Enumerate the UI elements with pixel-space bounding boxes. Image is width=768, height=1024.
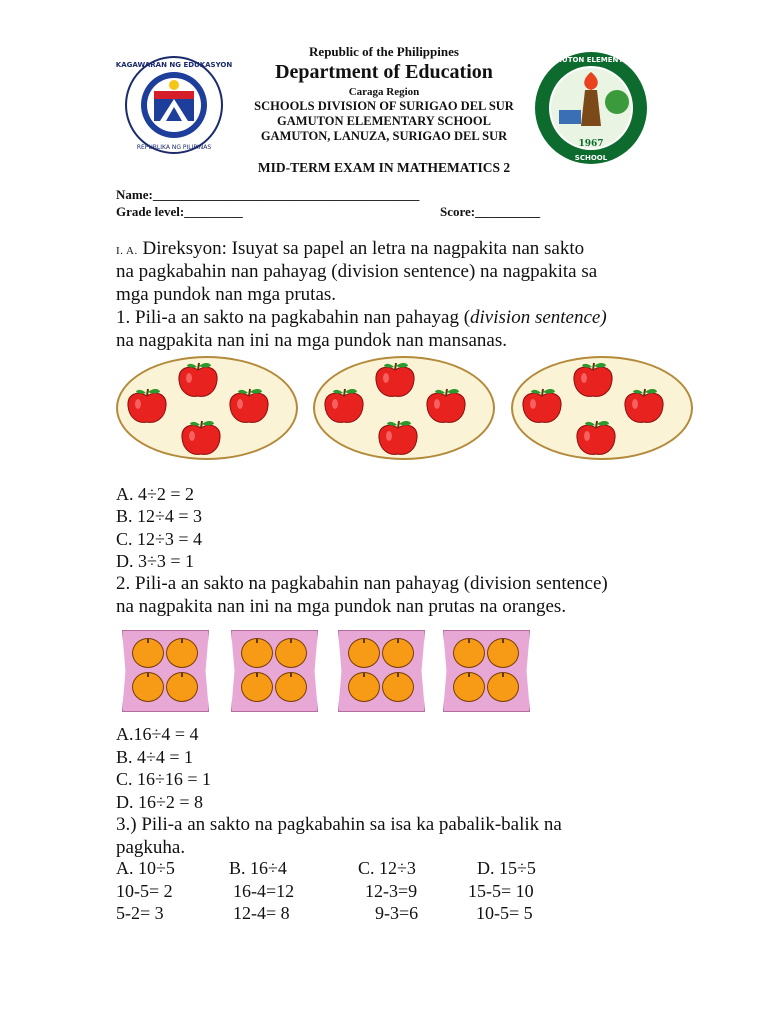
grade-field: Grade level:_________ [116,204,243,219]
orange-icon [487,672,519,702]
svg-text:GAMUTON ELEMENTARY: GAMUTON ELEMENTARY [543,56,639,64]
orange-icon [132,638,164,668]
orange-icon [348,672,380,702]
orange-icon [453,638,485,668]
orange-icon [166,638,198,668]
orange-icon [382,638,414,668]
q1-line-1: 1. Pili-a an sakto na pagkabahin nan pahayag (division sentence) [116,307,607,328]
q2-line-2: na nagpakita nan ini na mga pundok nan prutas na oranges. [116,596,567,617]
q3-line-1: 3.) Pili-a an sakto na pagkabahin sa isa ka pabalik-balik na [116,814,562,835]
q3-a-step-2: 5-2= 3 [116,903,164,923]
directions-line-1: I. A. Direksyon: Isuyat sa papel an letra na nagpakita nan sakto [116,238,585,259]
orange-icon [241,638,273,668]
q3-choice-a: A. 10÷5 [116,858,175,878]
address-line: GAMUTON, LANUZA, SURIGAO DEL SUR [260,129,508,143]
q1-option-c: C. 12÷3 = 4 [116,529,203,549]
apple-icon [175,360,221,400]
exam-title: MID-TERM EXAM IN MATHEMATICS 2 [257,160,511,175]
apple-icon [321,386,367,426]
apple-icon [375,418,421,458]
apple-icon [226,386,272,426]
q3-c-step-1: 12-3=9 [365,881,418,901]
orange-icon [166,672,198,702]
apple-icon [570,360,616,400]
q3-choice-d: D. 15÷5 [477,858,536,878]
q3-b-step-2: 12-4= 8 [233,903,290,923]
q2-line-1: 2. Pili-a an sakto na pagkabahin nan pahayag (division sentence) [116,573,608,594]
q3-c-step-2: 9-3=6 [375,903,419,923]
apple-icon [124,386,170,426]
apple-icon [372,360,418,400]
apple-icon [423,386,469,426]
republic-line: Republic of the Philippines [309,44,459,59]
directions-line-2: na pagkabahin nan pahayag (division sentence) na nagpakita sa [116,261,598,282]
region-line: Caraga Region [348,86,420,98]
directions-line-3: mga pundok nan mga prutas. [116,284,337,305]
svg-text:SCHOOL: SCHOOL [574,154,608,162]
orange-icon [275,672,307,702]
department-title: Department of Education [275,61,493,83]
q3-b-step-1: 16-4=12 [233,881,295,901]
q1-option-a: A. 4÷2 = 2 [116,484,195,504]
q3-d-step-2: 10-5= 5 [476,903,533,923]
svg-text:KAGAWARAN NG EDUKASYON: KAGAWARAN NG EDUKASYON [115,61,233,69]
q2-option-c: C. 16÷16 = 1 [116,769,212,789]
q1-option-b: B. 12÷4 = 3 [116,506,203,526]
apple-icon [573,418,619,458]
section-label: I. A. [116,245,138,257]
q3-a-step-1: 10-5= 2 [116,881,173,901]
svg-text:REPUBLIKA NG PILIPINAS: REPUBLIKA NG PILIPINAS [136,144,212,151]
q3-d-step-1: 15-5= 10 [468,881,534,901]
q1-line-2: na nagpakita nan ini na mga pundok nan mansanas. [116,330,507,351]
q2-option-a: A.16÷4 = 4 [116,724,199,744]
q2-option-b: B. 4÷4 = 1 [116,747,194,767]
q1-option-d: D. 3÷3 = 1 [116,551,195,571]
apple-icon [178,418,224,458]
orange-icon [132,672,164,702]
orange-icon [382,672,414,702]
orange-icon [241,672,273,702]
q3-choice-c: C. 12÷3 [358,858,416,878]
name-field: Name:_________________________________________ [116,187,420,202]
division-line: SCHOOLS DIVISION OF SURIGAO DEL SUR [254,99,514,113]
q3-line-2: pagkuha. [116,837,186,858]
orange-icon [348,638,380,668]
apple-icon [519,386,565,426]
orange-icon [487,638,519,668]
score-field: Score:__________ [440,204,541,219]
orange-icon [453,672,485,702]
q2-option-d: D. 16÷2 = 8 [116,792,204,812]
school-line: GAMUTON ELEMENTARY SCHOOL [277,114,491,128]
apple-icon [621,386,667,426]
q3-choice-b: B. 16÷4 [229,858,287,878]
svg-text:1967: 1967 [578,139,604,149]
orange-icon [275,638,307,668]
